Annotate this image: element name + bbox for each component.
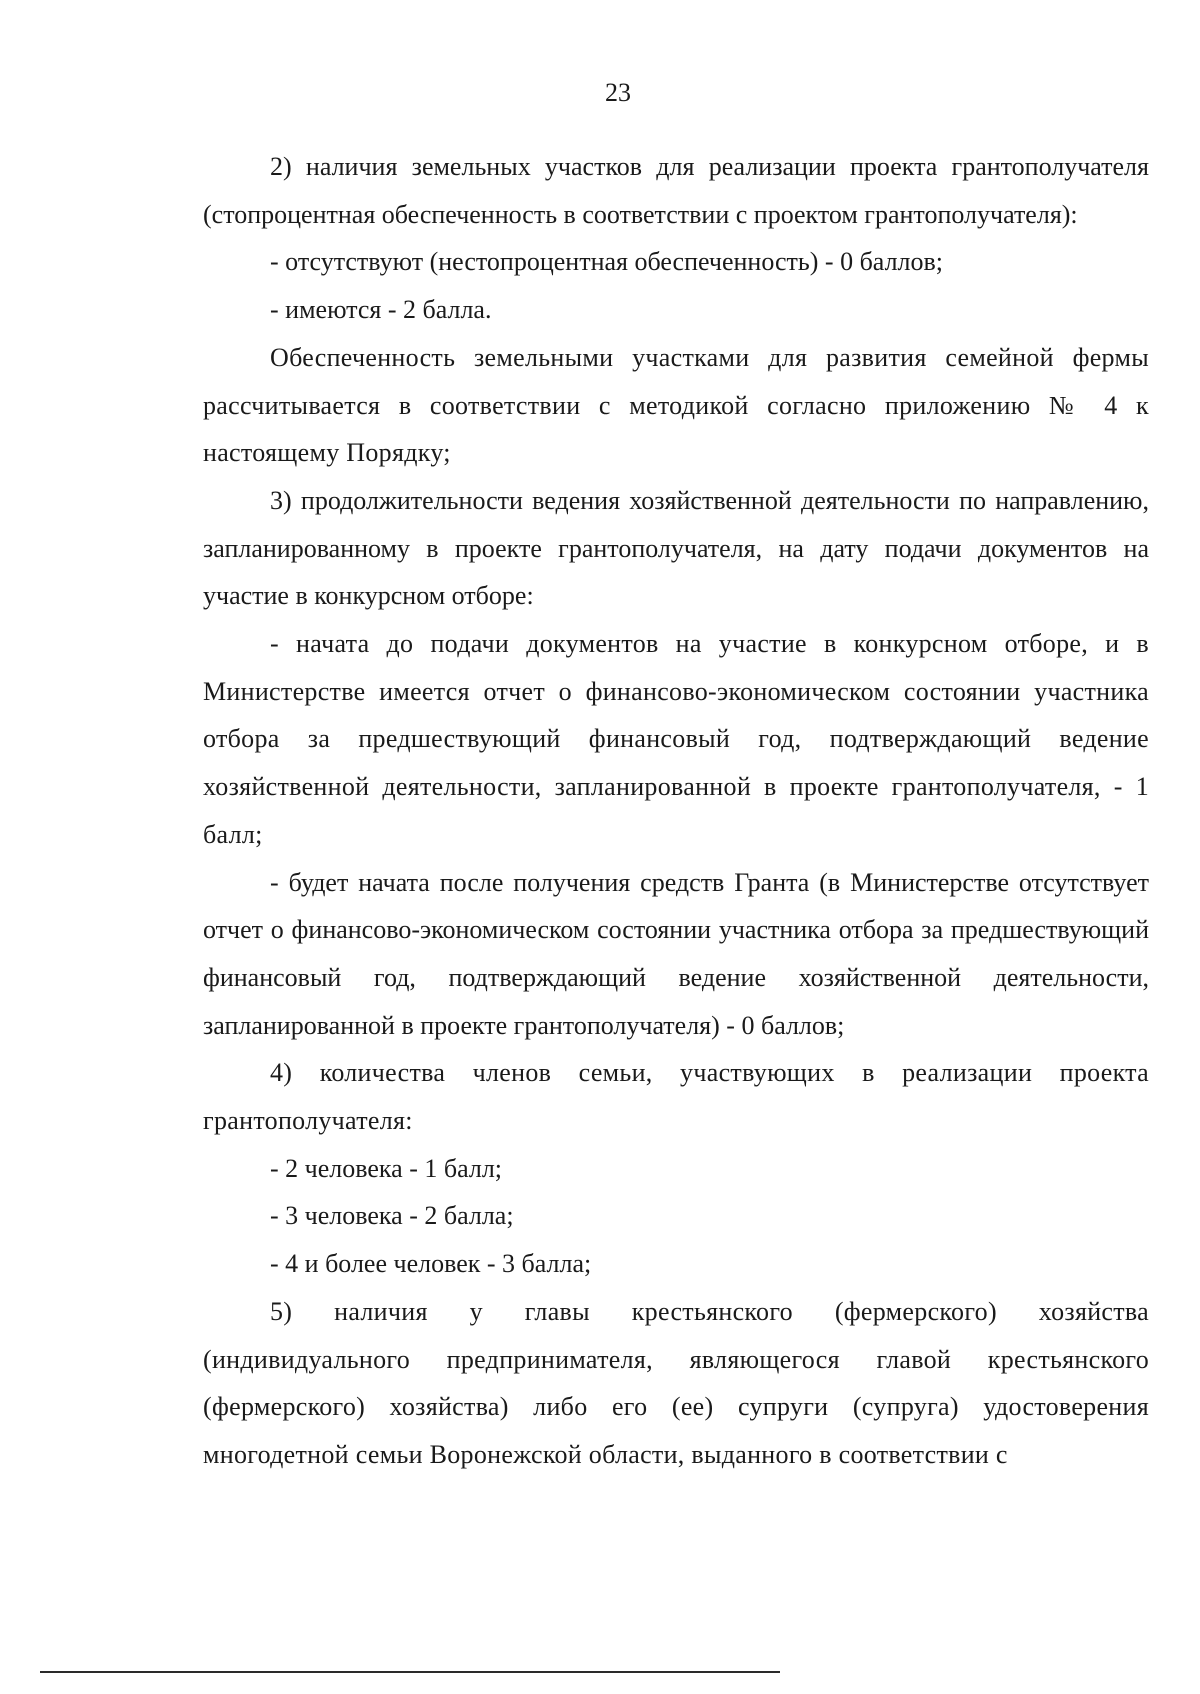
- paragraph-activity-started: - начата до подачи документов на участие в конкурсном отборе, и в Министерстве имеется отчет о финансово-экономическом состоянии участника отбора за предшествующий финансовый год, подтверждающий ведение хозяйственной деятельности, запланированной в проекте грантополучателя, - 1 балл;: [203, 629, 1149, 849]
- paragraph-land-present: - имеются - 2 балла.: [270, 295, 492, 325]
- document-body: [203, 143, 1149, 1479]
- paragraph-activity-to-start: - будет начата после получения средств Гранта (в Министерстве отсутствует отчет о финансово-экономическом состоянии участника отбора за предшествующий финансовый год, подтверждающий ведение хозяйственной деятельности, запланированной в проекте грантополучателя) - 0 баллов;: [203, 867, 1149, 1040]
- paragraph-land-provision-method: Обеспеченность земельными участками для развития семейной фермы рассчитывается в соответствии с методикой согласно приложению № 4 к настоящему Порядку;: [203, 342, 1149, 468]
- paragraph-two-persons: - 2 человека - 1 балл;: [270, 1153, 503, 1183]
- paragraph-item-5-large-family-certificate: 5) наличия у главы крестьянского (фермерского) хозяйства (индивидуального предпринимателя, являющегося главой крестьянского (фермерского) хозяйства) либо его (ее) супруги (супруга) удостоверения многодетной семьи Воронежской области, выданного в соответствии с: [203, 1296, 1149, 1469]
- paragraph-land-absent: - отсутствуют (нестопроцентная обеспеченность) - 0 баллов;: [270, 247, 944, 277]
- bottom-divider: [40, 1671, 780, 1673]
- paragraph-item-4-family-members: 4) количества членов семьи, участвующих в реализации проекта грантополучателя:: [203, 1058, 1149, 1136]
- paragraph-three-persons: - 3 человека - 2 балла;: [270, 1201, 514, 1231]
- page-number: 23: [605, 78, 631, 107]
- paragraph-four-or-more-persons: - 4 и более человек - 3 балла;: [270, 1249, 592, 1279]
- paragraph-item-3-activity-duration: 3) продолжительности ведения хозяйственной деятельности по направлению, запланированному в проекте грантополучателя, на дату подачи документов на участие в конкурсном отборе:: [203, 485, 1149, 611]
- paragraph-item-2-land-plots: 2) наличия земельных участков для реализации проекта грантополучателя (стопроцентная обеспеченность в соответствии с проектом грантополучателя):: [203, 152, 1149, 229]
